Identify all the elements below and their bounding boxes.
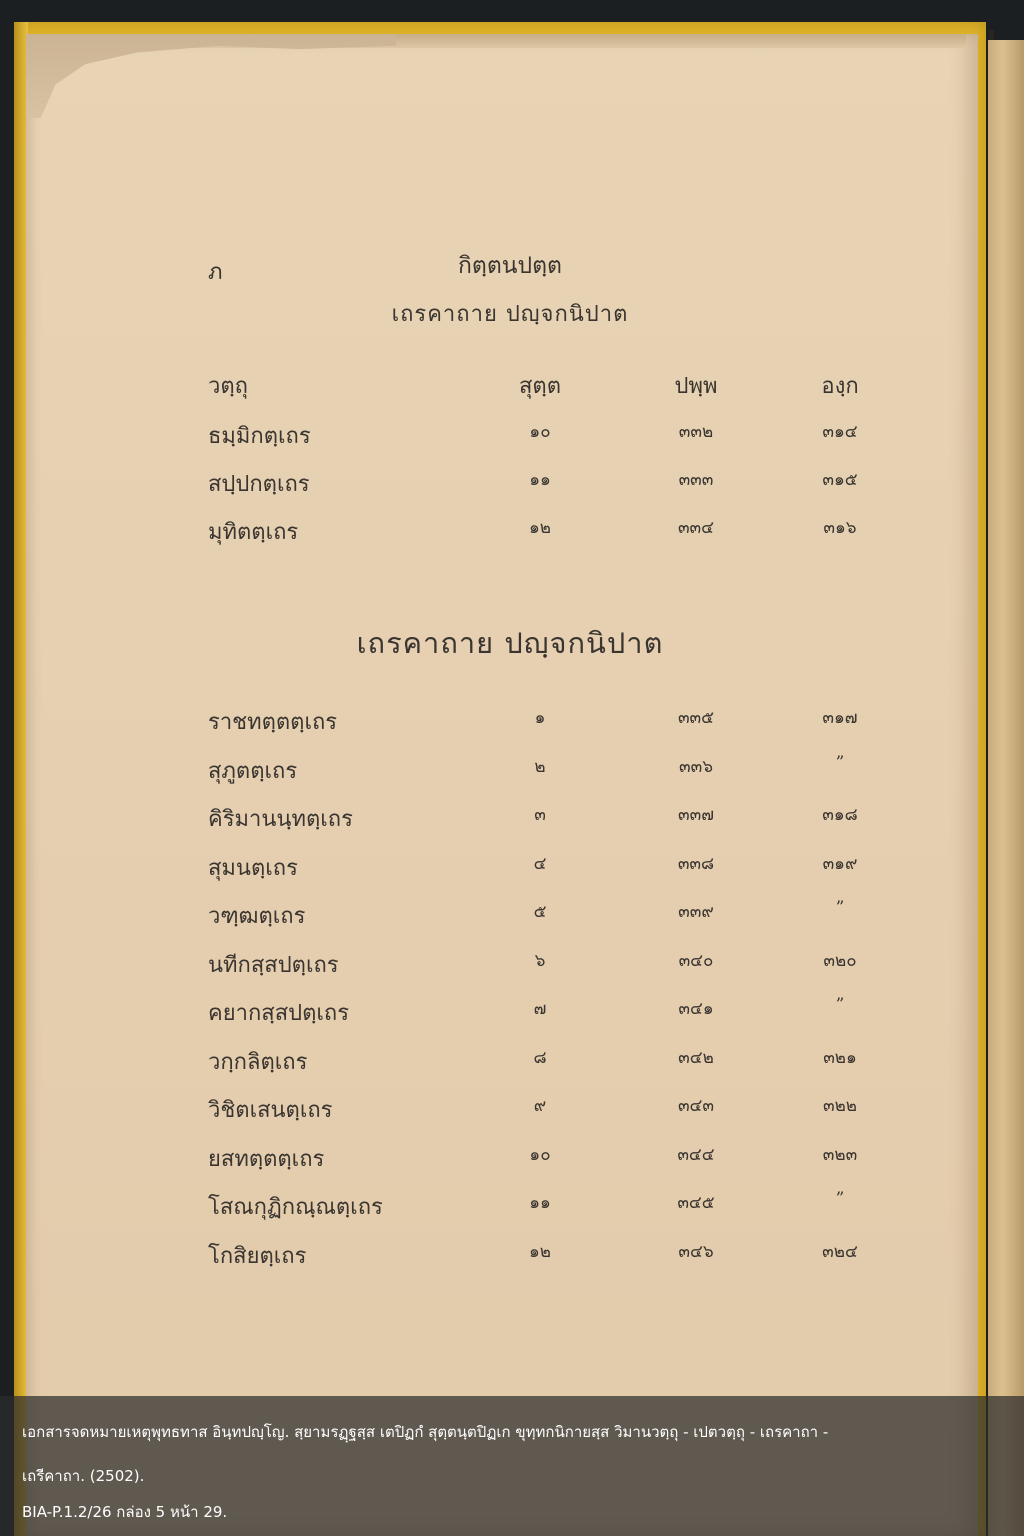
table-row [0, 418, 1024, 458]
cell-pubba: ๓๓๒ [678, 422, 714, 442]
table-row [0, 898, 1024, 938]
cell-name: วฑฺฒตฺเถร [208, 904, 306, 929]
cell-anga: ๓๒๓ [822, 1144, 858, 1165]
cell-pubba: ๓๔๖ [678, 1241, 714, 1262]
cell-anga: ” [835, 995, 845, 1015]
cell-name: สุภูตตฺเถร [208, 758, 298, 784]
cell-name: วิชิตเสนตฺเถร [208, 1098, 333, 1123]
cell-sutta: ๓ [534, 805, 546, 825]
cell-sutta: ๕ [533, 902, 547, 922]
table-row [0, 995, 1024, 1035]
cell-anga: ” [835, 752, 845, 773]
cell-pubba: ๓๓๔ [677, 518, 715, 538]
caption-line-3: BIA-P.1.2/26 กล่อง 5 หน้า 29. [22, 1503, 228, 1521]
cell-anga: ๓๑๔ [822, 422, 858, 442]
section-heading: เถรคาถาย ปญฺจกนิปาต [356, 626, 664, 660]
page-subtitle: เถรคาถาย ปญฺจกนิปาต [391, 302, 629, 327]
cell-pubba: ๓๓๗ [677, 805, 715, 825]
cell-pubba: ๓๓๕ [677, 708, 715, 728]
cell-pubba: ๓๓๓ [678, 470, 714, 490]
cell-name: นทีกสฺสปตฺเถร [208, 952, 339, 978]
cell-pubba: ๓๔๐ [678, 950, 714, 971]
cell-sutta: ๑๒ [529, 518, 551, 538]
cell-name: โสณกุฏิกณฺณตฺเถร [208, 1195, 383, 1220]
cell-name: สุมนตฺเถร [208, 855, 298, 881]
cell-anga: ” [835, 898, 845, 918]
cell-anga: ” [835, 1189, 845, 1209]
table-row [0, 801, 1024, 841]
table-row [0, 466, 1024, 506]
cell-pubba: ๓๔๓ [677, 1096, 715, 1116]
table-row [0, 1238, 1024, 1278]
cell-pubba: ๓๔๑ [678, 999, 714, 1019]
table-row [0, 704, 1024, 744]
column-header-anga: องฺก [821, 374, 859, 399]
cell-name: มุทิตตฺเถร [208, 520, 299, 545]
table-row [0, 850, 1024, 890]
table-row [0, 947, 1024, 987]
cell-sutta: ๑๑ [529, 1193, 551, 1213]
cell-name: สปฺปกตฺเถร [208, 472, 310, 497]
table-row [0, 753, 1024, 793]
cell-pubba: ๓๓๙ [678, 902, 714, 922]
cell-pubba: ๓๔๔ [677, 1144, 715, 1165]
cell-sutta: ๑๒ [529, 1241, 551, 1262]
cell-anga: ๓๒๔ [822, 1241, 858, 1262]
column-header-row [0, 368, 1024, 408]
cell-pubba: ๓๓๘ [677, 853, 715, 874]
cell-sutta: ๑๐ [529, 422, 551, 442]
table-row [0, 1189, 1024, 1229]
table-row [0, 1092, 1024, 1132]
cell-anga: ๓๒๑ [823, 1047, 857, 1068]
table-row [0, 514, 1024, 554]
cell-name: ยสทตฺตตฺเถร [208, 1146, 325, 1172]
cell-anga: ๓๑๘ [822, 805, 858, 825]
cell-anga: ๓๒๐ [823, 950, 857, 971]
cell-sutta: ๖ [534, 950, 546, 971]
cell-sutta: ๑ [534, 708, 546, 728]
cell-sutta: ๑๑ [529, 470, 551, 490]
cell-anga: ๓๑๖ [823, 518, 857, 538]
cell-name: ราชทตฺตตฺเถร [208, 710, 338, 735]
cell-sutta: ๒ [534, 756, 546, 777]
cell-name: คิริมานนฺทตฺเถร [208, 807, 353, 832]
column-header-name: วตฺถุ [208, 374, 248, 399]
cell-pubba: ๓๓๖ [678, 756, 714, 777]
page-title: กิตฺตนปตฺต [458, 253, 562, 279]
column-header-sutta: สุตฺต [518, 374, 561, 399]
table-row [0, 1044, 1024, 1084]
cell-anga: ๓๑๗ [822, 708, 858, 728]
cell-sutta: ๘ [533, 1047, 547, 1068]
table-row [0, 1141, 1024, 1181]
cell-name: วกฺกลิตฺเถร [208, 1049, 308, 1075]
cell-sutta: ๗ [533, 999, 547, 1019]
cell-sutta: ๑๐ [529, 1144, 551, 1165]
page-letter: ภ [208, 260, 223, 285]
cell-name: คยากสฺสปตฺเถร [208, 1001, 350, 1026]
caption-line-2: เถรีคาถา. (2502). [22, 1467, 145, 1485]
cell-sutta: ๔ [533, 853, 547, 874]
cell-name: ธมฺมิกตฺเถร [208, 424, 311, 449]
cell-anga: ๓๑๙ [822, 853, 858, 874]
column-header-pubba: ปพฺพ [674, 374, 718, 399]
cell-name: โกสิยตฺเถร [208, 1243, 307, 1269]
caption-line-1: เอกสารจดหมายเหตุพุทธทาส อินฺทปญฺโญ. สฺยามรฏฺฐสฺส เตปิฏกํ สุตฺตนฺตปิฏเก ขุทฺทกนิกายสฺส วิมานวตฺถุ - เปตวตฺถุ - เถรคาถา - [22, 1423, 829, 1441]
caption-overlay [0, 1396, 1024, 1536]
cell-anga: ๓๒๒ [822, 1096, 858, 1116]
cell-sutta: ๙ [533, 1096, 547, 1116]
cell-pubba: ๓๔๒ [678, 1047, 714, 1068]
cell-anga: ๓๑๕ [822, 470, 858, 490]
cell-pubba: ๓๔๕ [677, 1193, 715, 1213]
